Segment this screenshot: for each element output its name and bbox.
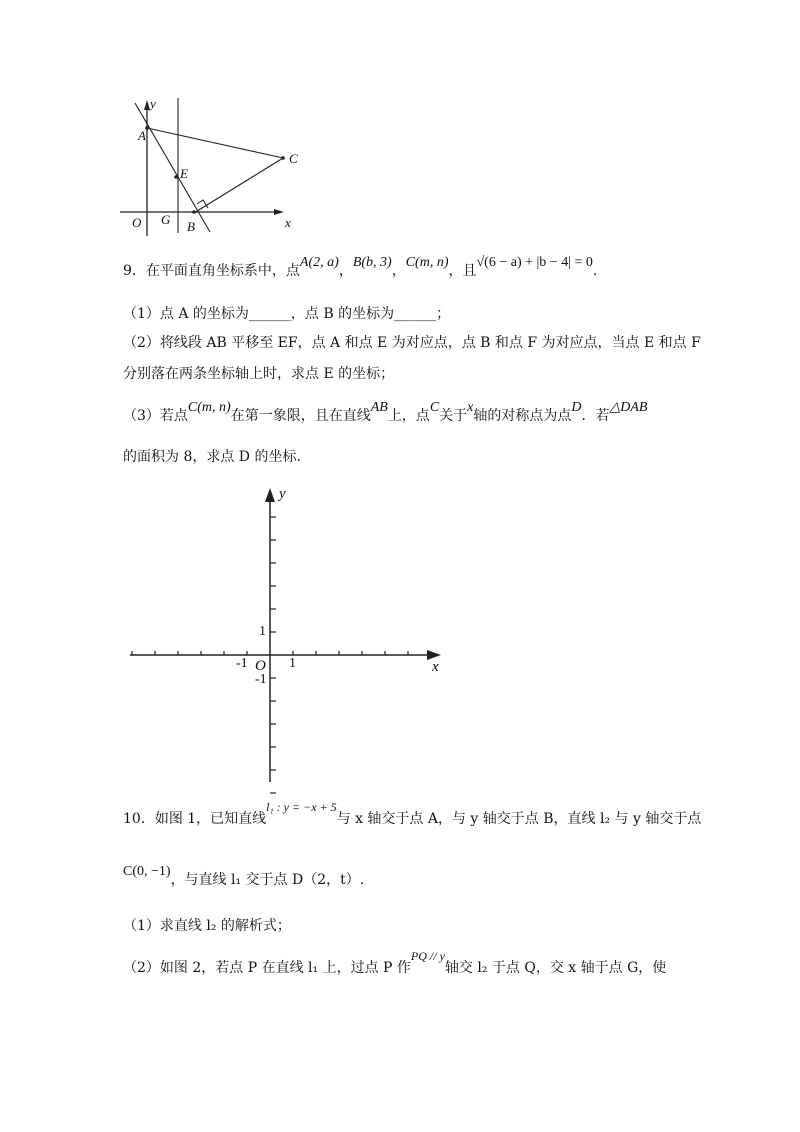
q9-point-b: B(b, 3) <box>352 255 392 270</box>
fig1-point-a-label: A <box>138 128 146 143</box>
q10-rest2: ，与直线 l₁ 交于点 D（2，t）. <box>170 872 365 888</box>
grid-origin-label: O <box>255 658 266 674</box>
fig1-point-c-label: C <box>289 151 298 166</box>
q9-stem-mid: ，且 <box>448 263 477 279</box>
q9-point-c: C(m, n) <box>405 255 449 270</box>
q9-part3-c-point: C <box>429 400 440 415</box>
grid-y-one-label: 1 <box>259 624 266 639</box>
q9-part3-x: x <box>467 400 474 415</box>
q9-part3-triangle: △DAB <box>609 400 648 415</box>
q9-number: 9． <box>123 263 146 279</box>
grid-x-neg1-label: -1 <box>236 656 248 671</box>
q10-stem <box>123 800 702 827</box>
fig1-origin-label: O <box>132 215 142 230</box>
q9-part3-a: （3）若点 <box>123 408 188 424</box>
q9-part2-line1: （2）将线段 AB 平移至 EF，点 A 和点 E 为对应点，点 B 和点 F 为对应点，当点 E 和点 F <box>123 335 701 351</box>
q9-part3-ab: AB <box>370 400 388 415</box>
q9-end: ． <box>592 263 607 279</box>
q9-condition: √(6 − a) + |b − 4| = 0 <box>476 255 593 270</box>
q10-line-l1: l₁ : y = −x + 5 <box>266 800 337 814</box>
q10-part2-a: （2）如图 2，若点 P 在直线 l₁ 上，过点 P 作 <box>123 960 411 976</box>
q9-part3-c: 上，点 <box>387 408 430 424</box>
q9-part3-d: 关于 <box>439 408 468 424</box>
q9-part3-f: ．若 <box>581 408 610 424</box>
q9-part3-line2: 的面积为 8，求点 D 的坐标. <box>123 449 301 465</box>
q9-sep-1: ， <box>338 263 353 279</box>
q10-part2-pq: PQ // y <box>410 949 445 963</box>
q10-point-c: C(0, −1) <box>123 864 171 879</box>
q9-part1: （1）点 A 的坐标为______，点 B 的坐标为______； <box>123 306 451 322</box>
q10-part2-b: 轴交 l₂ 于点 Q，交 x 轴于点 G，使 <box>444 960 667 976</box>
q9-stem-pre: 在平面直角坐标系中，点 <box>145 263 300 279</box>
fig1-point-b-label: B <box>187 219 195 234</box>
q9-sep-2: ， <box>391 263 406 279</box>
fig1-point-e-label: E <box>180 166 188 181</box>
q9-point-a: A(2, a) <box>299 255 339 270</box>
fig1-y-label: y <box>150 96 156 111</box>
fig1-point-g-label: G <box>161 212 171 227</box>
grid-x-label: x <box>432 659 439 675</box>
grid-y-label: y <box>279 486 286 502</box>
q10-part2 <box>123 949 667 976</box>
q9-part2-line2: 分别落在两条坐标轴上时，求点 E 的坐标； <box>123 366 395 382</box>
q10-number: 10．如图 1，已知直线 <box>123 811 267 827</box>
q9-part3-b: 在第一象限，且在直线 <box>230 408 371 424</box>
q10-stem-line2 <box>123 864 365 888</box>
q9-part3-e: 轴的对称点为点 <box>473 408 572 424</box>
q10-rest1: 与 x 轴交于点 A，与 y 轴交于点 B，直线 l₂ 与 y 轴交于点 <box>336 811 702 827</box>
fig1-x-label: x <box>285 215 291 230</box>
grid-x-one-label: 1 <box>289 656 296 671</box>
q9-part3-d-point: D <box>571 400 582 415</box>
q9-part3-point-c: C(m, n) <box>187 400 231 415</box>
q10-part1: （1）求直线 l₂ 的解析式； <box>123 918 291 934</box>
grid-y-neg1-label: -1 <box>255 672 267 687</box>
